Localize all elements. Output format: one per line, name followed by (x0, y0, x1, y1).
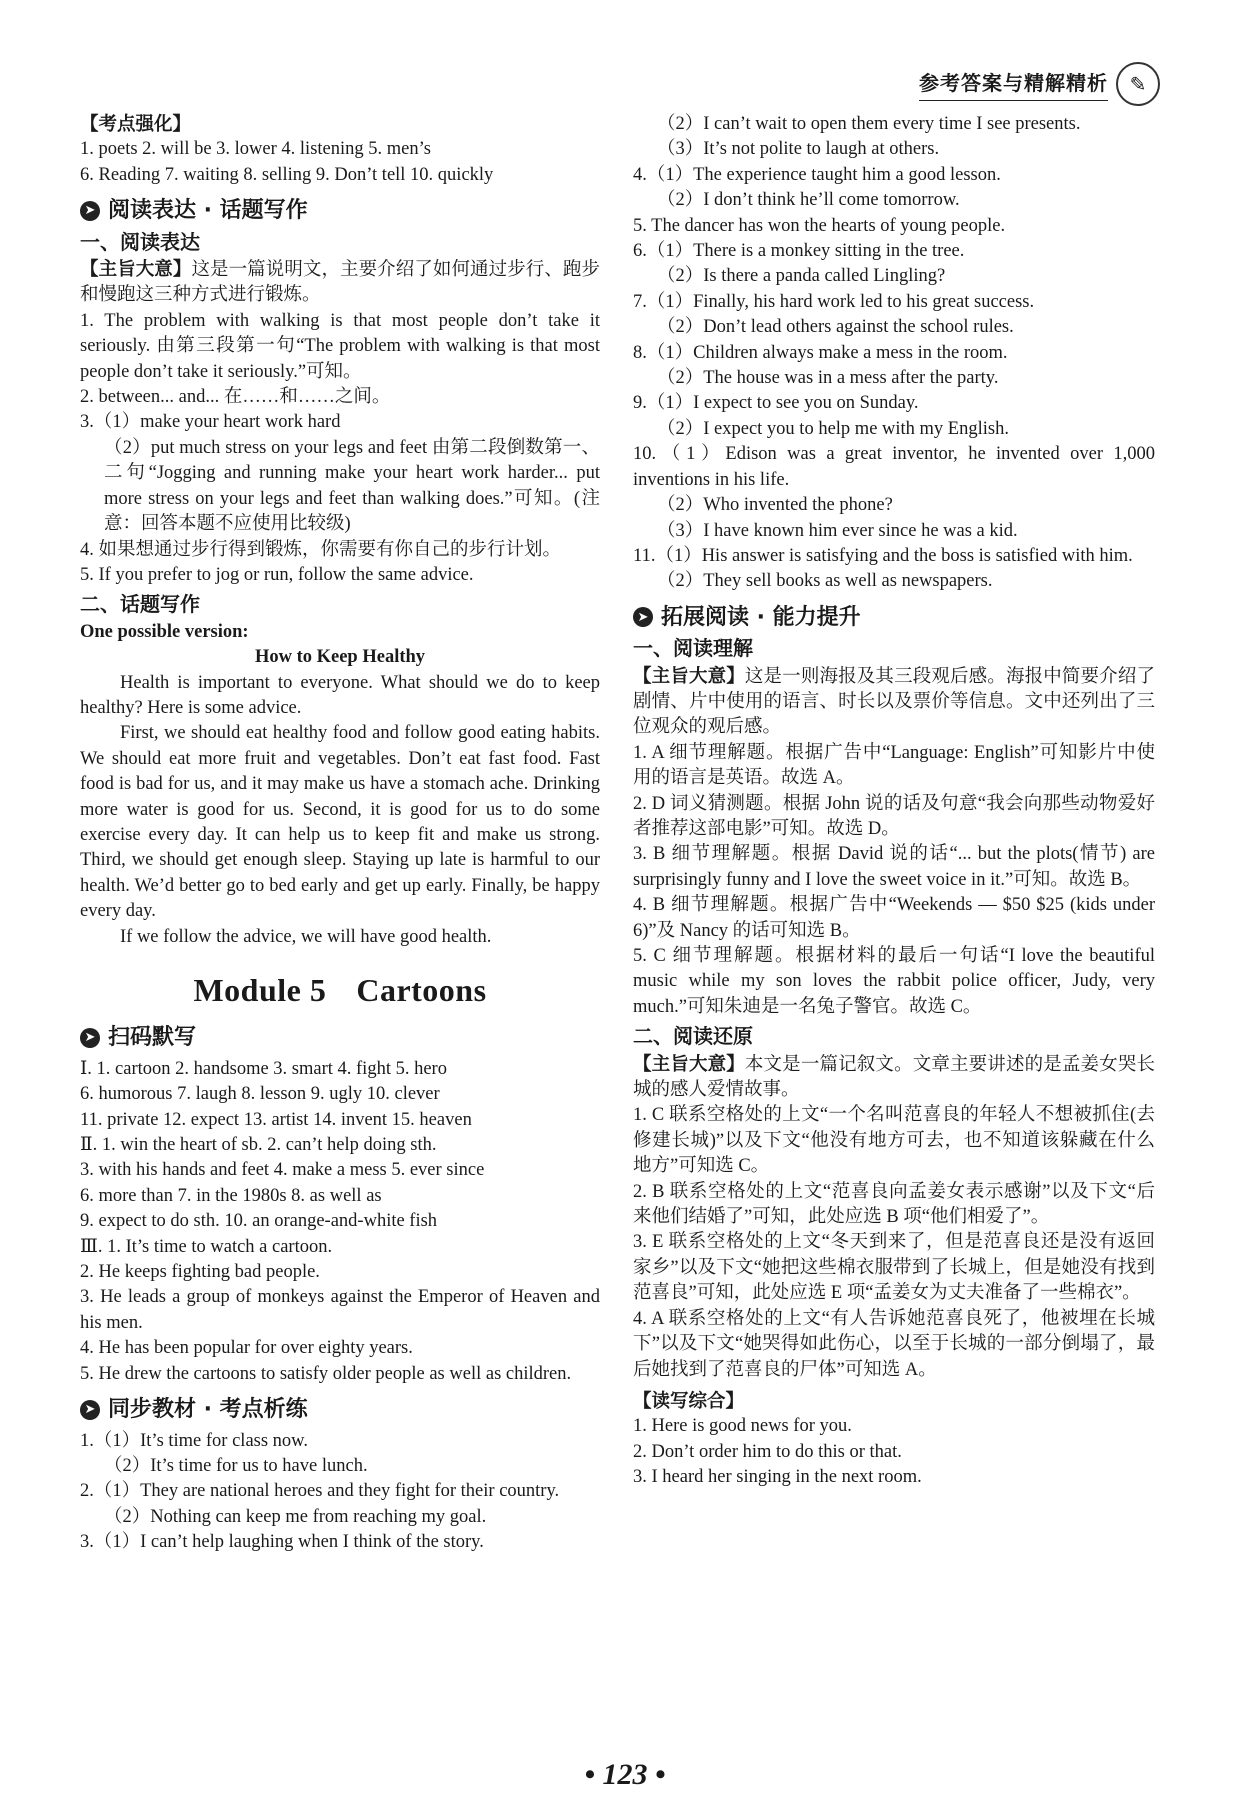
header-title: 参考答案与精解精析 (919, 67, 1108, 101)
dx-answer: 3. I heard her singing in the next room. (633, 1467, 922, 1488)
restore-answer: 3. E 联系空格处的上文“冬天到来了，但是范喜良还是没有返回家乡”以及下文“她把这些棉衣服带到了长城上，但是她没有找到范喜良”可知，此处应选 E 项“孟姜女为丈夫准备了一些棉衣”。 (633, 1232, 1155, 1304)
section-title: 扫码默写 (108, 1025, 197, 1051)
sync-answer: （3）It’s not polite to laugh at others. (657, 139, 940, 160)
main-idea-tag: 【主旨大意】 (80, 259, 192, 281)
left-column (80, 112, 600, 1556)
arrow-icon: ➤ (80, 1400, 100, 1420)
page-number: • 123 • (584, 1758, 666, 1791)
sync-answer: 9.（1）I expect to see you on Sunday. (633, 393, 919, 414)
sync-answer: 10.（1）Edison was a great inventor, he invented over 1,000 inventions in his life. (633, 444, 1155, 490)
book-logo-icon: ✎ (1116, 62, 1160, 106)
main-idea (80, 257, 600, 309)
sync-answer: 4.（1）The experience taught him a good lesson. (633, 164, 1001, 185)
reading-answer: 2. D 词义猜测题。根据 John 说的话及句意“我会向那些动物爱好者推荐这部电影”可知。故选 D。 (633, 793, 1155, 839)
kd-title: 【考点强化】 (80, 114, 192, 135)
kd-line-2: 6. Reading 7. waiting 8. selling 9. Don’t tell 10. quickly (80, 164, 494, 185)
restore-answer: 1. C 联系空格处的上文“一个名叫范喜良的年轻人不想被抓住(去修建长城)”以及下文“他没有地方可去，也不知道该躲藏在什么地方”可知选 C。 (633, 1105, 1155, 1177)
reading-answer: 5. C 细节理解题。根据材料的最后一句话“I love the beautiful music while my son loves the rabbit police officer, Judy, very much.”可知朱迪是一名兔子警官。故选 C。 (633, 946, 1155, 1017)
main-idea-text: 这是一则海报及其三段观后感。海报中简要介绍了剧情、片中使用的语言、时长以及票价等信息。文中还列出了三位观众的观后感。 (633, 666, 1155, 738)
dx-answer: 2. Don’t order him to do this or that. (633, 1441, 902, 1462)
answer-5: 5. If you prefer to jog or run, follow the same advice. (80, 564, 474, 585)
section-heading (80, 198, 600, 223)
section-heading (633, 605, 1155, 630)
right-column (633, 112, 1155, 1491)
reading-answer: 1. A 细节理解题。根据广告中“Language: English”可知影片中使用的语言是英语。故选 A。 (633, 742, 1155, 789)
essay-paragraph: If we follow the advice, we will have good health. (120, 926, 492, 947)
essay-title: How to Keep Healthy (254, 647, 426, 668)
section-title: 同步教材 · 考点析练 (108, 1397, 308, 1423)
page-header (919, 62, 1160, 106)
reading-answer: 4. B 细节理解题。根据广告中“Weekends — $50 $25 (kids under 6)”及 Nancy 的话可知选 B。 (633, 895, 1155, 941)
memory-line: 3. He leads a group of monkeys against the Emperor of Heaven and his men. (80, 1287, 600, 1333)
restore-answer: 2. B 联系空格处的上文“范喜良向孟姜女表示感谢”以及下文“后来他们结婚了”可知，此处应选 B 项“他们相爱了”。 (633, 1181, 1155, 1228)
section-title: 拓展阅读 · 能力提升 (661, 604, 861, 630)
memory-line: 3. with his hands and feet 4. make a mess 5. ever since (80, 1160, 485, 1181)
sync-answer: （3）I have known him ever since he was a kid. (657, 520, 1018, 541)
sync-answer: 3.（1）I can’t help laughing when I think of the story. (80, 1532, 484, 1553)
memory-line: 6. humorous 7. laugh 8. lesson 9. ugly 10. clever (80, 1084, 440, 1105)
arrow-icon: ➤ (80, 1028, 100, 1048)
arrow-icon: ➤ (80, 201, 100, 221)
memory-line: 11. private 12. expect 13. artist 14. invent 15. heaven (80, 1109, 472, 1130)
answer-3-2: （2）put much stress on your legs and feet 由第二段倒数第一、二句“Jogging and running make your heart work harder... put more stress on your legs and feet than walking does.”可知。(注意：回答本题不应使用比较级) (104, 437, 600, 535)
main-idea-text: 这是一篇说明文，主要介绍了如何通过步行、跑步和慢跑这三种方式进行锻炼。 (80, 260, 600, 306)
sync-answer: （2）I expect you to help me with my English. (657, 418, 1009, 439)
answer-4: 4. 如果想通过步行得到锻炼，你需要有你自己的步行计划。 (80, 539, 562, 560)
kd-line-1: 1. poets 2. will be 3. lower 4. listening 5. men’s (80, 139, 431, 160)
memory-line: 5. He drew the cartoons to satisfy older people as well as children. (80, 1363, 572, 1384)
memory-line: Ⅲ. 1. It’s time to watch a cartoon. (80, 1236, 333, 1257)
sync-answer: 2.（1）They are national heroes and they fight for their country. (80, 1481, 560, 1502)
main-idea-tag: 【主旨大意】 (633, 1053, 745, 1075)
sync-answer: （2）I can’t wait to open them every time I see presents. (657, 114, 1081, 134)
sync-answer: （2）Nothing can keep me from reaching my goal. (104, 1506, 487, 1527)
section-heading (80, 1025, 600, 1050)
memory-line: Ⅱ. 1. win the heart of sb. 2. can’t help doing sth. (80, 1135, 437, 1156)
main-idea (633, 1052, 1155, 1104)
sync-answer: 8.（1）Children always make a mess in the room. (633, 342, 1008, 363)
answer-2: 2. between... and... 在……和……之间。 (80, 387, 391, 408)
section-title: 阅读表达 · 话题写作 (108, 198, 308, 224)
sync-answer: 1.（1）It’s time for class now. (80, 1430, 308, 1451)
main-idea-text: 本文是一篇记叙文。文章主要讲述的是孟姜女哭长城的感人爱情故事。 (633, 1054, 1155, 1101)
sync-answer: （2）Who invented the phone? (657, 495, 893, 516)
reading-answer: 3. B 细节理解题。根据 David 说的话“... but the plots(情节) are surprisingly funny and I love the sweet voice in it.”可知。故选 B。 (633, 844, 1155, 890)
sync-answer: （2）They sell books as well as newspapers. (657, 571, 993, 592)
sync-answer: （2）The house was in a mess after the party. (657, 368, 999, 389)
sync-answer: （2）It’s time for us to have lunch. (104, 1455, 368, 1476)
memory-line: 9. expect to do sth. 10. an orange-and-white fish (80, 1211, 438, 1232)
sync-answer: （2）Don’t lead others against the school rules. (657, 317, 1014, 338)
sync-answer: 5. The dancer has won the hearts of young people. (633, 215, 1006, 236)
dx-title: 【读写综合】 (633, 1390, 745, 1412)
sync-answer: （2）I don’t think he’ll come tomorrow. (657, 190, 960, 211)
module-number: Module 5 (193, 972, 327, 1008)
sync-answer: （2）Is there a panda called Lingling? (657, 266, 946, 287)
subsection-title: 二、阅读还原 (633, 1024, 753, 1049)
subsection-title: 二、话题写作 (80, 592, 200, 617)
restore-answer: 4. A 联系空格处的上文“有人告诉她范喜良死了，他被埋在长城下”以及下文“她哭得如此伤心，以至于长城的一部分倒塌了，最后她找到了范喜良的尸体”可知选 A。 (633, 1308, 1155, 1380)
memory-line: 6. more than 7. in the 1980s 8. as well as (80, 1185, 382, 1206)
memory-line: 2. He keeps fighting bad people. (80, 1262, 320, 1283)
section-heading (80, 1397, 600, 1422)
memory-line: 4. He has been popular for over eighty years. (80, 1338, 413, 1359)
essay-paragraph: Health is important to everyone. What should we do to keep healthy? Here is some advice. (80, 672, 600, 718)
module-title (80, 972, 600, 1008)
possible-version-label: One possible version: (80, 621, 249, 642)
arrow-icon: ➤ (633, 607, 653, 627)
sync-answer: 11.（1）His answer is satisfying and the boss is satisfied with him. (633, 545, 1133, 566)
sync-answer: 7.（1）Finally, his hard work led to his great success. (633, 291, 1035, 312)
answer-1: 1. The problem with walking is that most people don’t take it seriously. 由第三段第一句“The problem with walking is that most people don’t take it seriously.”可知。 (80, 310, 600, 382)
memory-line: Ⅰ. 1. cartoon 2. handsome 3. smart 4. fight 5. hero (80, 1058, 447, 1079)
answer-3-1: 3.（1）make your heart work hard (80, 412, 341, 433)
subsection-title: 一、阅读理解 (633, 636, 753, 661)
dx-answer: 1. Here is good news for you. (633, 1416, 852, 1437)
module-name: Cartoons (356, 972, 487, 1008)
subsection-title: 一、阅读表达 (80, 229, 200, 254)
main-idea-tag: 【主旨大意】 (633, 665, 745, 687)
essay-paragraph: First, we should eat healthy food and follow good eating habits. We should eat more fruit and vegetables. Don’t eat fast food. Fast food is bad for us, and it may make us have a stomach ache. Drinking more water is good for us. Second, it is good for us to do some exercise every day. It can help us to keep fit and make us strong. Third, we should get enough sleep. Staying up late is harmful to our health. We’d better go to bed early and get up early. Finally, be happy every day. (80, 723, 600, 922)
sync-answer: 6.（1）There is a monkey sitting in the tree. (633, 241, 965, 262)
main-idea (633, 664, 1155, 741)
